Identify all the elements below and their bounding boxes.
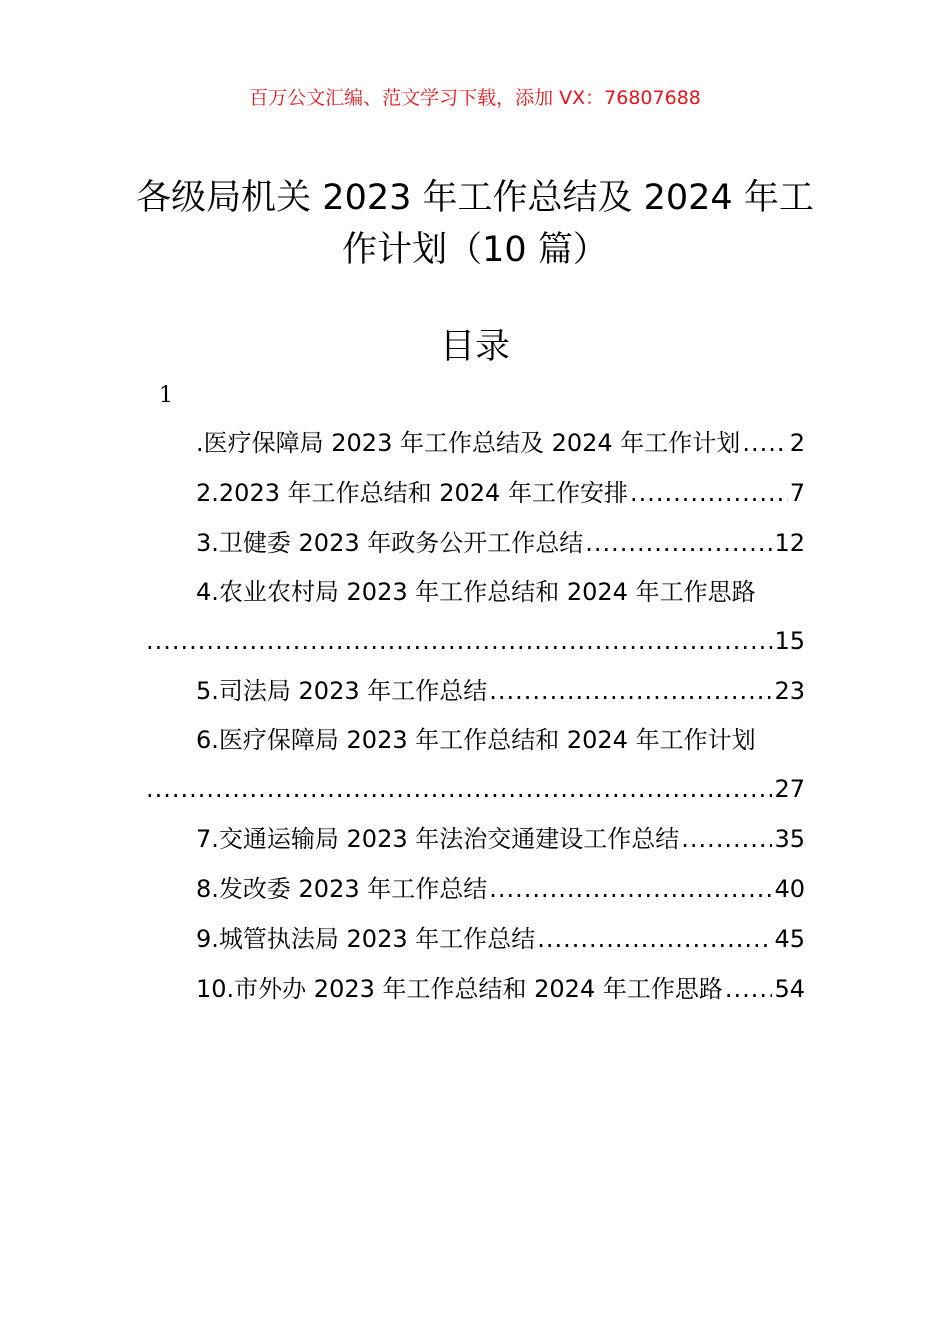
toc-heading: 目录	[439, 327, 510, 367]
toc-entry-page: 15	[774, 627, 805, 655]
toc-entry-page: 12	[774, 529, 805, 557]
toc-entry-page: 27	[774, 775, 805, 803]
toc-dot-leader	[742, 418, 787, 468]
document-title: 各级局机关 2023 年工作总结及 2024 年工作计划（10 篇）	[136, 178, 814, 270]
toc-dot-leader	[585, 518, 772, 568]
toc-entry-title: .医疗保障局 2023 年工作总结及 2024 年工作计划	[196, 429, 741, 457]
toc-entry-title: 2.2023 年工作总结和 2024 年工作安排	[196, 479, 628, 507]
toc-entry[interactable]	[146, 864, 805, 914]
toc-entry-title: 7.交通运输局 2023 年法治交通建设工作总结	[196, 825, 680, 853]
toc-entry[interactable]	[146, 914, 805, 964]
toc-entry-title: 4.农业农村局 2023 年工作总结和 2024 年工作思路	[196, 578, 756, 606]
toc-entry-title: 9.城管执法局 2023 年工作总结	[196, 925, 536, 953]
toc-entry-page: 40	[774, 875, 805, 903]
table-of-contents	[146, 418, 805, 1014]
toc-entry[interactable]	[146, 964, 805, 1014]
toc-entry-title: 3.卫健委 2023 年政务公开工作总结	[196, 529, 584, 557]
toc-dot-leader	[489, 666, 772, 716]
toc-entry-page: 23	[774, 677, 805, 705]
toc-entry-wrap-line	[146, 764, 805, 814]
toc-dot-leader	[725, 964, 773, 1014]
toc-dot-leader	[681, 814, 772, 864]
toc-entry-title: 5.司法局 2023 年工作总结	[196, 677, 488, 705]
toc-entry[interactable]	[146, 666, 805, 716]
toc-entry-title: 6.医疗保障局 2023 年工作总结和 2024 年工作计划	[196, 726, 756, 754]
toc-entry[interactable]	[146, 814, 805, 864]
toc-entry-wrap-line	[146, 616, 805, 666]
toc-entry[interactable]	[146, 518, 805, 568]
toc-entry[interactable]	[146, 568, 805, 666]
toc-entry-page: 2	[789, 429, 805, 457]
toc-entry[interactable]	[146, 418, 805, 468]
toc-entry-page: 35	[774, 825, 805, 853]
toc-dot-leader	[146, 764, 772, 814]
toc-dot-leader	[630, 468, 788, 518]
toc-dot-leader	[489, 864, 772, 914]
toc-entry-title: 8.发改委 2023 年工作总结	[196, 875, 488, 903]
toc-dot-leader	[537, 914, 772, 964]
toc-entry-page: 45	[774, 925, 805, 953]
toc-entry[interactable]	[146, 468, 805, 518]
toc-dot-leader	[146, 616, 772, 666]
toc-entry-title: 10.市外办 2023 年工作总结和 2024 年工作思路	[196, 975, 723, 1003]
toc-entry[interactable]	[146, 716, 805, 814]
toc-entry-page: 7	[789, 479, 805, 507]
promo-banner: 百万公文汇编、范文学习下载，添加 VX：76807688	[249, 87, 701, 109]
toc-entry-page: 54	[774, 975, 805, 1003]
toc-stray-number: 1	[159, 383, 173, 408]
